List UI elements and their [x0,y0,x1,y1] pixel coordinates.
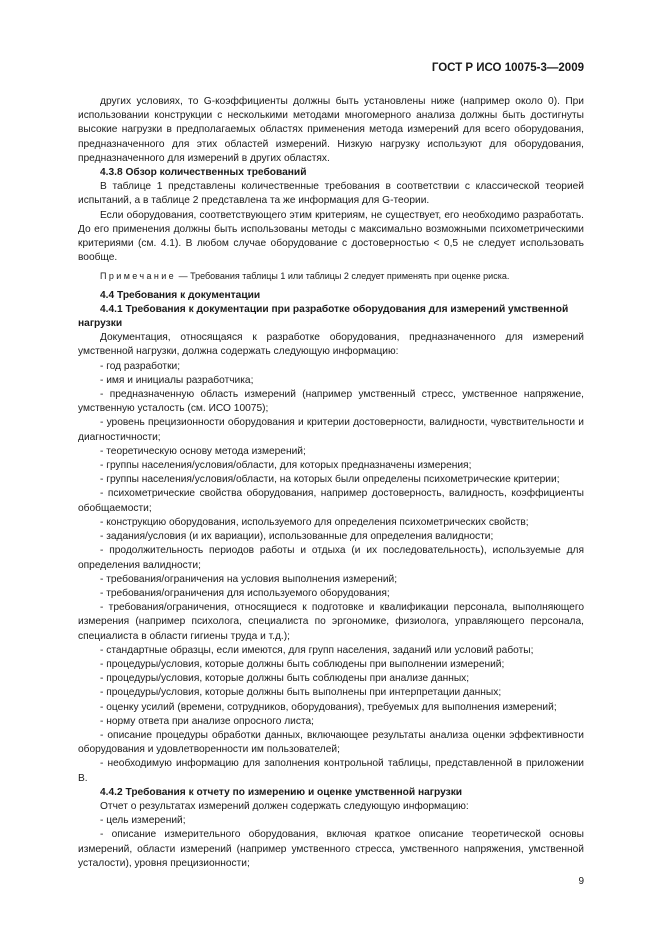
list-item: - необходимую информацию для заполнения контрольной таблицы, представленной в приложении В. [78,758,584,784]
list-item: - описание процедуры обработки данных, включающее результаты анализа оценки эффективности оборудования и удовлетворенности им пользователей; [78,729,584,756]
list-item: - группы населения/условия/области, для которых предназначены измерения; [100,460,472,472]
document-header: ГОСТ Р ИСО 10075-3—2009 [431,62,584,74]
page-number: 9 [578,876,584,887]
paragraph: Если оборудования, соответствующего этим критериям, не существует, его необходимо разработать. До его применения должны быть использованы методы с максимально возможными психометрическими критериями (см. 4.1). В любом случае оборудование с достоверностью < 0,5 не следует использовать вообще. [78,209,584,264]
list-item: - задания/условия (и их вариации), использованные для определения валидности; [100,531,494,543]
list-item: - требования/ограничения для используемого оборудования; [100,587,390,599]
list-item: - цель измерений; [100,815,186,827]
list-item: - предназначенную область измерений (например умственный стресс, умственное напряжение, умственную усталость (см. ИСО 10075); [78,389,584,415]
paragraph: В таблице 1 представлены количественные требования в соответствии с классической теорией испытаний, а в таблице 2 представлена та же информация для G-теории. [78,181,584,207]
list-item: - процедуры/условия, которые должны быть выполнены при интерпретации данных; [100,687,502,699]
section-heading: 4.3.8 Обзор количественных требований [100,167,307,179]
list-item: - требования/ограничения на условия выполнения измерений; [100,573,398,585]
note-text: — Требования таблицы 1 или таблицы 2 следует применять при оценке риска. [176,271,510,282]
section-heading: 4.4 Требования к документации [100,289,261,301]
section-heading: 4.4.2 Требования к отчету по измерению и оценке умственной нагрузки [100,786,463,798]
note [78,269,584,283]
list-item: - психометрические свойства оборудования, например достоверность, валидность, коэффициенты обобщаемости; [78,488,584,514]
paragraph: Документация, относящаяся к разработке оборудования, предназначенного для измерений умственной нагрузки, должна содержать следующую информацию: [78,332,584,358]
list-item: - норму ответа при анализе опросного листа; [100,715,315,727]
list-item: - процедуры/условия, которые должны быть соблюдены при выполнении измерений; [100,658,505,670]
section-heading: 4.4.1 Требования к документации при разработке оборудования для измерений умственной нагрузки [78,303,569,330]
list-item: - продолжительность периодов работы и отдыха (и их последовательность), используемые для определения валидности; [78,545,584,571]
list-item: - описание измерительного оборудования, включая краткое описание теоретической основы измерений, области измерений (например умственного стресса, умственного напряжения, умственной усталости), уровня прецизионности; [78,829,584,869]
page-body [78,95,584,871]
list-item: - оценку усилий (времени, сотрудников, оборудования), требуемых для выполнения измерений; [100,701,557,713]
paragraph: Отчет о результатах измерений должен содержать следующую информацию: [100,800,469,812]
list-item: - требования/ограничения, относящиеся к подготовке и квалификации персонала, выполняющего измерения (например психолога, специалиста по эргономике, физиолога, управляющего персонала, специалиста в области гигиены труда и т.д.); [78,602,584,642]
paragraph: других условиях, то G-коэффициенты должны быть установлены ниже (например около 0). При использовании конструкции с несколькими методами многомерного анализа должны быть достигнуты высокие нагрузки в предполагаемых областях применения метода измерений для всего оборудования, предназначенного для этих областей измерений. Низкую нагрузку используют для оборудования, предназначенного для измерений в других областях. [78,96,584,164]
list-item: - стандартные образцы, если имеются, для групп населения, заданий или условий работы; [100,644,534,656]
list-item: - конструкцию оборудования, используемого для определения психометрических свойств; [100,516,529,528]
note-label: Примечание [100,271,177,282]
list-item: - уровень прецизионности оборудования и критерии достоверности, валидности, чувствительности и диагностичности; [78,417,584,443]
list-item: - группы населения/условия/области, на которых были определены психометрические критерии; [100,474,560,486]
list-item: - год разработки; [100,360,181,372]
list-item: - теоретическую основу метода измерений; [100,445,306,457]
list-item: - имя и инициалы разработчика; [100,374,254,386]
list-item: - процедуры/условия, которые должны быть соблюдены при анализе данных; [100,673,470,685]
